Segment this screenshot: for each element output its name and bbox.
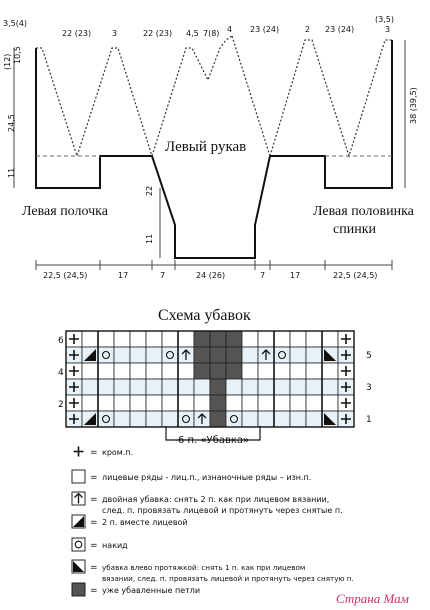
chart-cell: [274, 395, 290, 411]
legend-text: лицевые ряды - лиц.п., изнаночные ряды – изн.п.: [102, 473, 312, 482]
chart-cell: [242, 379, 258, 395]
chart-cell: [162, 363, 178, 379]
legend-equals: =: [90, 518, 98, 528]
chart-cell: [210, 363, 226, 379]
chart-cell: [306, 379, 322, 395]
chart-cell: [162, 379, 178, 395]
legend-item: [72, 560, 354, 583]
chart-cell: [226, 395, 242, 411]
bottom-label-5: 7: [260, 271, 266, 280]
legend-text: убавка влево протяжкой: снять 1 п. как при лицевом: [102, 563, 306, 572]
legend-item: [72, 583, 200, 596]
chart-cell: [146, 331, 162, 347]
chart-cell: [194, 363, 210, 379]
chart-cell: [162, 331, 178, 347]
chart-cell: [306, 395, 322, 411]
row-number-2: 2: [58, 400, 64, 410]
chart-cell: [210, 347, 226, 363]
chart-cell: [98, 379, 114, 395]
legend-text: уже убавленные петли: [102, 586, 201, 595]
chart-cell: [130, 347, 146, 363]
left-label-4: 11: [7, 167, 16, 178]
chart-cell: [194, 347, 210, 363]
chart-title: Схема убавок: [158, 307, 251, 324]
chart-cell: [98, 347, 114, 363]
chart-cell: [98, 331, 114, 347]
chart-cell: [226, 331, 242, 347]
chart-cell: [258, 331, 274, 347]
chart-cell: [242, 331, 258, 347]
chart-cell: [290, 395, 306, 411]
top-label-1: 3,5(4): [3, 19, 28, 28]
legend-item: [72, 538, 128, 551]
legend-swatch: [72, 470, 85, 483]
chart-cell: [210, 331, 226, 347]
chart-cell: [290, 411, 306, 427]
top-label-6: 7(8): [203, 29, 220, 38]
chart-cell: [146, 395, 162, 411]
chart-cell: [114, 363, 130, 379]
top-label-3: 3: [112, 29, 118, 38]
back-label-line2: спинки: [333, 222, 376, 237]
top-label-10: 23 (24): [325, 25, 355, 34]
sleeve-label: Левый рукав: [165, 139, 247, 155]
legend-equals: =: [90, 586, 98, 596]
chart-cell: [98, 363, 114, 379]
chart-cell: [146, 379, 162, 395]
chart-cell: [322, 331, 338, 347]
legend-equals: =: [90, 563, 98, 573]
left-label-5: 22: [145, 185, 154, 196]
chart-cell: [322, 379, 338, 395]
top-label-9: 2: [305, 25, 311, 34]
chart-cell: [162, 411, 178, 427]
chart-cell: [162, 395, 178, 411]
chart-cell: [258, 411, 274, 427]
chart-cell: [146, 363, 162, 379]
chart-cell: [98, 395, 114, 411]
legend-equals: =: [90, 495, 98, 505]
chart-cell: [226, 411, 242, 427]
chart-cell: [258, 379, 274, 395]
legend-text-line2: вязании, след. п. провязать лицевой и протянуть через снятую п.: [102, 574, 354, 583]
bottom-label-4: 24 (26): [196, 271, 226, 280]
chart-cell: [242, 347, 258, 363]
chart-cell: [178, 331, 194, 347]
decrease-chart-grid: [66, 331, 354, 427]
front-label: Левая полочка: [22, 204, 108, 219]
chart-cell: [130, 379, 146, 395]
bottom-label-1: 22,5 (24,5): [43, 271, 88, 280]
chart-cell: [162, 347, 178, 363]
chart-cell: [290, 379, 306, 395]
chart-cell: [178, 363, 194, 379]
chart-cell: [194, 379, 210, 395]
chart-cell: [98, 411, 114, 427]
legend-item: [72, 515, 188, 528]
legend-item: [72, 470, 311, 483]
chart-cell: [82, 379, 98, 395]
bottom-label-2: 17: [118, 271, 129, 280]
chart-cell: [306, 411, 322, 427]
top-label-7: 4: [227, 25, 233, 34]
top-label-12: 3: [385, 25, 391, 34]
chart-cell: [194, 395, 210, 411]
chart-cell: [290, 347, 306, 363]
legend-equals: =: [90, 448, 98, 458]
legend-plus-icon: [74, 447, 84, 457]
chart-cell: [322, 363, 338, 379]
chart-cell: [194, 331, 210, 347]
chart-cell: [274, 363, 290, 379]
left-label-1: (12): [3, 53, 12, 70]
chart-cell: [306, 347, 322, 363]
legend-swatch: [72, 538, 85, 551]
chart-cell: [114, 331, 130, 347]
chart-cell: [274, 379, 290, 395]
legend-text: двойная убавка: снять 2 п. как при лицевом вязании,: [102, 495, 330, 504]
top-label-11: (3,5): [375, 15, 394, 24]
chart-cell: [274, 331, 290, 347]
chart-cell: [226, 347, 242, 363]
chart-cell: [322, 395, 338, 411]
legend-text: кром.п.: [102, 448, 134, 457]
chart-cell: [82, 395, 98, 411]
row-number-6: 6: [58, 336, 64, 346]
chart-cell: [130, 411, 146, 427]
chart-cell: [130, 395, 146, 411]
legend-item: [72, 492, 343, 515]
chart-cell: [226, 379, 242, 395]
legend-equals: =: [90, 541, 98, 551]
left-label-6: 11: [145, 233, 154, 244]
legend-text: 2 п. вместе лицевой: [102, 518, 188, 527]
chart-cell: [306, 363, 322, 379]
back-label-line1: Левая половинка: [313, 204, 414, 219]
chart-cell: [178, 395, 194, 411]
row-number-3: 3: [366, 383, 372, 393]
row-number-5: 5: [366, 351, 372, 361]
pattern-dotted-edges: [36, 36, 392, 156]
legend-text-line2: след. п. провязать лицевой и протянуть через снятые п.: [102, 506, 343, 515]
chart-cell: [130, 363, 146, 379]
legend-text: накид: [102, 541, 128, 550]
chart-cell: [210, 395, 226, 411]
chart-cell: [306, 331, 322, 347]
chart-cell: [130, 331, 146, 347]
chart-cell: [274, 347, 290, 363]
left-label-2: 10,5: [13, 46, 22, 64]
chart-cell: [258, 395, 274, 411]
row-number-4: 4: [58, 368, 64, 378]
right-label: 38 (39,5): [409, 87, 418, 124]
left-label-3: 24,5: [7, 114, 16, 132]
watermark: Страна Мам: [336, 591, 409, 606]
top-label-5: 4,5: [186, 29, 199, 38]
chart-cell: [210, 411, 226, 427]
chart-cell: [242, 411, 258, 427]
chart-cell: [210, 379, 226, 395]
chart-cell: [146, 347, 162, 363]
top-label-4: 22 (23): [143, 29, 173, 38]
chart-cell: [178, 379, 194, 395]
top-label-2: 22 (23): [62, 29, 92, 38]
chart-cell: [114, 411, 130, 427]
chart-cell: [82, 331, 98, 347]
bottom-label-3: 7: [160, 271, 166, 280]
chart-cell: [290, 331, 306, 347]
chart-cell: [114, 395, 130, 411]
bottom-label-6: 17: [290, 271, 301, 280]
chart-cell: [258, 363, 274, 379]
legend: [72, 447, 354, 597]
chart-cell: [226, 363, 242, 379]
chart-cell: [114, 379, 130, 395]
chart-cell: [290, 363, 306, 379]
bracket-label: 6 п. «Убавка»: [178, 435, 250, 446]
legend-item: [74, 447, 134, 459]
chart-cell: [274, 411, 290, 427]
chart-cell: [146, 411, 162, 427]
chart-cell: [178, 411, 194, 427]
bottom-label-7: 22,5 (24,5): [333, 271, 378, 280]
row-number-1: 1: [366, 415, 372, 425]
legend-swatch: [72, 583, 85, 596]
chart-cell: [242, 363, 258, 379]
top-label-8: 23 (24): [250, 25, 280, 34]
legend-equals: =: [90, 473, 98, 483]
chart-cell: [114, 347, 130, 363]
chart-cell: [82, 363, 98, 379]
chart-cell: [242, 395, 258, 411]
